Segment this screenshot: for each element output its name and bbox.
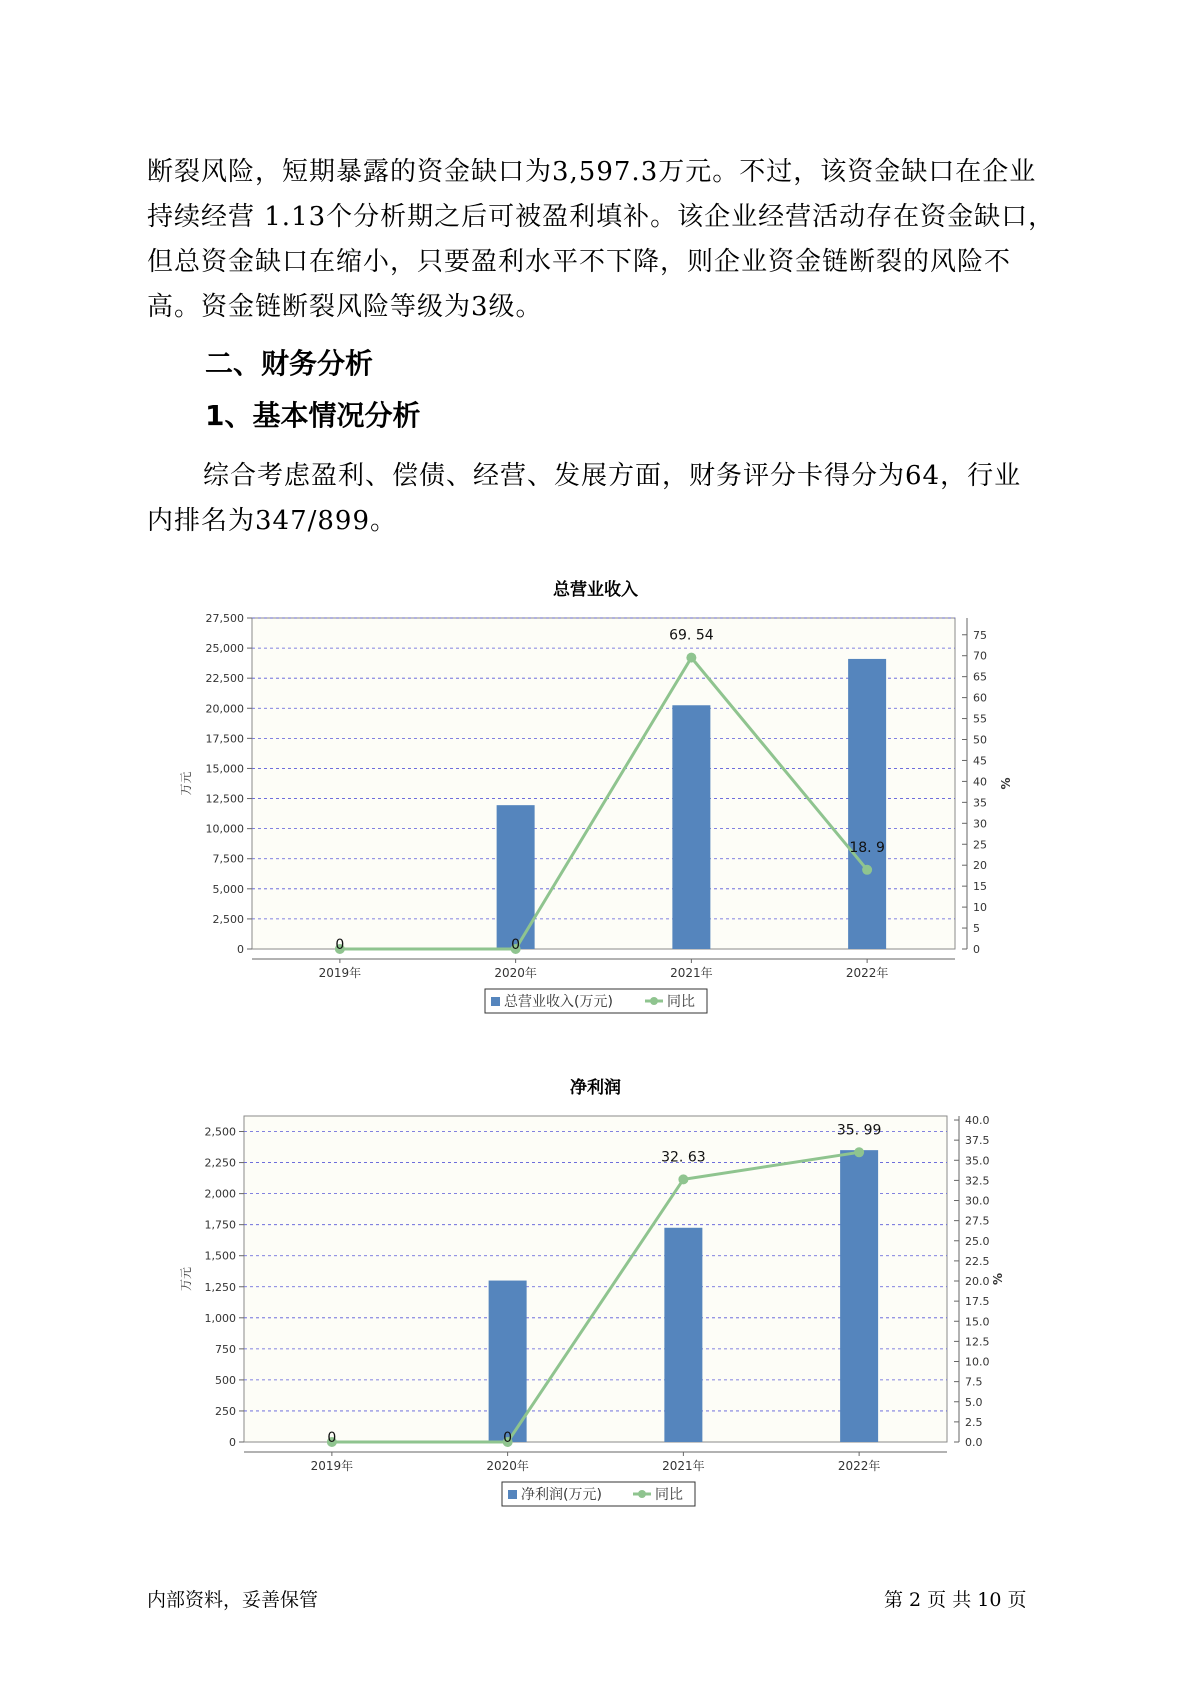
x-tick-label: 2021年 xyxy=(662,1459,705,1473)
x-tick-label: 2020年 xyxy=(486,1459,529,1473)
y-tick-label: 0 xyxy=(237,943,244,956)
y-tick-label: 2,500 xyxy=(204,1125,236,1139)
bar xyxy=(489,1281,527,1442)
y-tick-label: 20,000 xyxy=(205,702,244,716)
y-tick-label: 2,500 xyxy=(212,912,244,926)
y-tick-label: 2,000 xyxy=(204,1187,236,1201)
y2-tick-label: 0.0 xyxy=(965,1436,983,1449)
footer-page-number: 第 2 页 共 10 页 xyxy=(884,1589,1027,1611)
paragraph-line: 持续经营 1.13个分析期之后可被盈利填补。该企业经营活动存在资金缺口， xyxy=(147,202,1056,232)
y2-tick-label: 65 xyxy=(973,670,987,684)
y-tick-label: 750 xyxy=(215,1342,236,1356)
bar xyxy=(664,1228,702,1442)
y2-tick-label: 40 xyxy=(973,775,987,789)
y2-tick-label: 27.5 xyxy=(965,1214,990,1228)
yoy-point-label: 18. 9 xyxy=(849,839,885,856)
subsection-heading: 1、基本情况分析 xyxy=(205,399,421,432)
section-heading: 二、财务分析 xyxy=(205,347,374,380)
y2-tick-label: 5.0 xyxy=(965,1395,983,1409)
y-tick-label: 1,500 xyxy=(204,1249,236,1263)
y2-tick-label: 55 xyxy=(973,712,987,726)
y2-tick-label: 5 xyxy=(973,922,980,936)
y2-tick-label: 75 xyxy=(973,628,987,642)
legend-bar-label: 净利润(万元) xyxy=(521,1487,602,1503)
yoy-point xyxy=(854,1147,864,1157)
y2-axis-label: % xyxy=(991,1272,1005,1286)
y2-tick-label: 12.5 xyxy=(965,1335,990,1349)
y-tick-label: 250 xyxy=(215,1404,236,1418)
legend-line-label: 同比 xyxy=(655,1487,683,1503)
legend-line-label: 同比 xyxy=(667,994,695,1010)
y2-tick-label: 25 xyxy=(973,838,987,852)
y2-tick-label: 50 xyxy=(973,733,987,747)
paragraph-score xyxy=(147,454,1052,544)
yoy-point-label: 0 xyxy=(335,937,345,953)
legend-line-marker xyxy=(638,1490,646,1498)
bar xyxy=(848,659,886,949)
paragraph-line: 内排名为347/899。 xyxy=(147,506,398,536)
y-tick-label: 7,500 xyxy=(212,852,244,866)
legend-bar-swatch xyxy=(491,997,500,1006)
paragraph-risk xyxy=(147,150,1056,330)
y2-tick-label: 7.5 xyxy=(965,1375,983,1389)
paragraph-line: 高。资金链断裂风险等级为3级。 xyxy=(147,292,543,322)
chart-title-net-profit: 净利润 xyxy=(570,1078,621,1098)
y2-tick-label: 30 xyxy=(973,817,987,831)
x-tick-label: 2022年 xyxy=(837,1459,881,1473)
y2-tick-label: 22.5 xyxy=(965,1254,990,1268)
paragraph-line: 综合考虑盈利、偿债、经营、发展方面，财务评分卡得分为64，行业 xyxy=(203,461,1022,491)
y2-tick-label: 10 xyxy=(973,901,987,915)
legend-bar-swatch xyxy=(508,1490,517,1499)
y-tick-label: 500 xyxy=(215,1373,236,1387)
y-tick-label: 1,250 xyxy=(204,1280,236,1294)
y2-tick-label: 70 xyxy=(973,649,987,663)
y-tick-label: 17,500 xyxy=(205,732,244,746)
y2-tick-label: 15.0 xyxy=(965,1315,990,1329)
y2-tick-label: 20 xyxy=(973,859,987,873)
x-tick-label: 2020年 xyxy=(494,966,537,980)
footer-confidential: 内部资料，妥善保管 xyxy=(147,1589,319,1611)
y-tick-label: 2,250 xyxy=(204,1156,236,1170)
legend-bar-label: 总营业收入(万元) xyxy=(504,994,613,1010)
y-tick-label: 1,000 xyxy=(204,1311,236,1325)
net-profit-chart xyxy=(0,1100,1191,1560)
paragraph-line: 断裂风险，短期暴露的资金缺口为3,597.3万元。不过，该资金缺口在企业 xyxy=(147,157,1037,187)
y2-tick-label: 15 xyxy=(973,880,987,894)
revenue-chart xyxy=(0,600,1191,1060)
x-tick-label: 2019年 xyxy=(318,966,362,980)
y-tick-label: 22,500 xyxy=(205,672,244,686)
x-tick-label: 2021年 xyxy=(670,966,713,980)
yoy-point xyxy=(678,1174,688,1184)
yoy-point-label: 35. 99 xyxy=(836,1122,882,1139)
yoy-point-label: 0 xyxy=(511,937,521,953)
yoy-point-label: 0 xyxy=(327,1430,337,1446)
yoy-point-label: 0 xyxy=(503,1430,513,1446)
y2-tick-label: 35 xyxy=(973,796,987,810)
y2-tick-label: 32.5 xyxy=(965,1174,990,1188)
y2-tick-label: 35.0 xyxy=(965,1154,990,1168)
y-tick-label: 15,000 xyxy=(205,762,244,776)
yoy-point-label: 69. 54 xyxy=(669,627,714,644)
y2-tick-label: 60 xyxy=(973,691,987,705)
legend-line-marker xyxy=(650,997,658,1005)
paragraph-line: 但总资金缺口在缩小，只要盈利水平不下降，则企业资金链断裂的风险不 xyxy=(147,247,1012,277)
y2-tick-label: 25.0 xyxy=(965,1234,990,1248)
y2-tick-label: 40.0 xyxy=(965,1114,990,1128)
y-axis-label: 万元 xyxy=(179,1266,193,1292)
y2-tick-label: 20.0 xyxy=(965,1275,990,1289)
y-axis-label: 万元 xyxy=(179,771,193,796)
x-tick-label: 2019年 xyxy=(310,1459,354,1473)
y2-tick-label: 45 xyxy=(973,754,987,768)
y-tick-label: 5,000 xyxy=(212,882,244,896)
yoy-point-label: 32. 63 xyxy=(661,1149,706,1166)
bar xyxy=(840,1150,878,1442)
y-tick-label: 27,500 xyxy=(205,612,244,625)
y-tick-label: 12,500 xyxy=(205,792,244,806)
yoy-point xyxy=(862,865,872,875)
bar xyxy=(672,705,710,949)
y-tick-label: 0 xyxy=(229,1436,236,1449)
y2-tick-label: 0 xyxy=(973,943,980,956)
y-tick-label: 25,000 xyxy=(205,642,244,656)
y2-tick-label: 17.5 xyxy=(965,1295,990,1309)
chart-title-revenue: 总营业收入 xyxy=(553,580,638,600)
y-tick-label: 1,750 xyxy=(204,1218,236,1232)
y2-tick-label: 2.5 xyxy=(965,1415,983,1429)
y2-tick-label: 10.0 xyxy=(965,1355,990,1369)
y2-tick-label: 30.0 xyxy=(965,1194,990,1208)
y2-axis-label: % xyxy=(999,777,1013,790)
y2-tick-label: 37.5 xyxy=(965,1134,990,1148)
y-tick-label: 10,000 xyxy=(205,822,244,836)
yoy-point xyxy=(686,653,696,663)
x-tick-label: 2022年 xyxy=(845,966,889,980)
